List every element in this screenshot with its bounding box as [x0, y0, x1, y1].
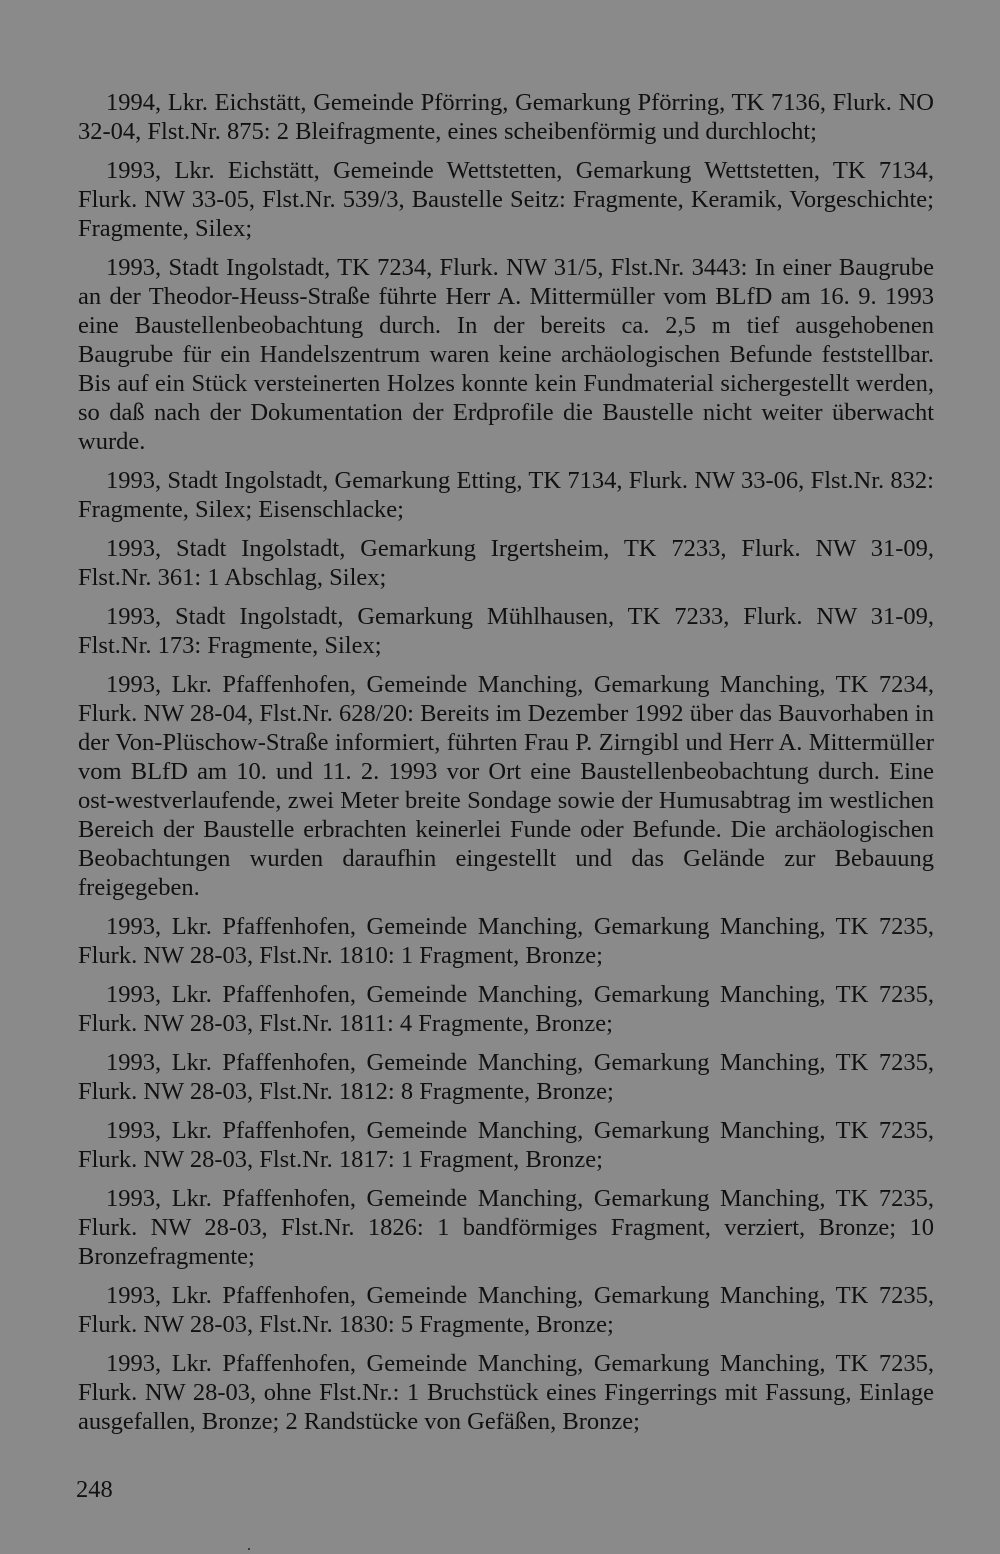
- scan-speck: [248, 1548, 250, 1550]
- find-entry-12: 1993, Lkr. Pfaffenhofen, Gemeinde Manching, Gemarkung Manching, TK 7235, Flurk. NW 28-03, Flst.Nr. 1826: 1 bandförmiges Fragment, verziert, Bronze; 10 Bronzefragmente;: [78, 1185, 934, 1270]
- find-entry-2: 1993, Lkr. Eichstätt, Gemeinde Wettstetten, Gemarkung Wettstetten, TK 7134, Flurk. NW 33-05, Flst.Nr. 539/3, Baustelle Seitz: Fragmente, Keramik, Vorgeschichte; Fragmente, Silex;: [78, 157, 934, 242]
- find-entry-7: 1993, Lkr. Pfaffenhofen, Gemeinde Manching, Gemarkung Manching, TK 7234, Flurk. NW 28-04, Flst.Nr. 628/20: Bereits im Dezember 1992 über das Bauvorhaben in der Von-Plüschow-Straße informiert, führten Frau P. Zirngibl und Herr A. Mittermüller vom BLfD am 10. und 11. 2. 1993 vor Ort eine Baustellenbeobachtung durch. Eine ost-westverlaufende, zwei Meter breite Sondage sowie der Humusabtrag im westlichen Bereich der Baustelle erbrachten keinerlei Funde oder Befunde. Die archäologischen Beobachtungen wurden daraufhin eingestellt und das Gelände zur Bebauung freigegeben.: [78, 671, 934, 901]
- find-entry-4: 1993, Stadt Ingolstadt, Gemarkung Etting, TK 7134, Flurk. NW 33-06, Flst.Nr. 832: Fragmente, Silex; Eisenschlacke;: [78, 467, 934, 523]
- find-entry-11: 1993, Lkr. Pfaffenhofen, Gemeinde Manching, Gemarkung Manching, TK 7235, Flurk. NW 28-03, Flst.Nr. 1817: 1 Fragment, Bronze;: [78, 1117, 934, 1173]
- page-number: 248: [76, 1476, 113, 1503]
- find-entry-13: 1993, Lkr. Pfaffenhofen, Gemeinde Manching, Gemarkung Manching, TK 7235, Flurk. NW 28-03, Flst.Nr. 1830: 5 Fragmente, Bronze;: [78, 1282, 934, 1338]
- find-entry-1: 1994, Lkr. Eichstätt, Gemeinde Pförring, Gemarkung Pförring, TK 7136, Flurk. NO 32-04, Flst.Nr. 875: 2 Bleifragmente, eines scheibenförmig und durchlocht;: [78, 89, 934, 145]
- find-entry-9: 1993, Lkr. Pfaffenhofen, Gemeinde Manching, Gemarkung Manching, TK 7235, Flurk. NW 28-03, Flst.Nr. 1811: 4 Fragmente, Bronze;: [78, 981, 934, 1037]
- find-entry-10: 1993, Lkr. Pfaffenhofen, Gemeinde Manching, Gemarkung Manching, TK 7235, Flurk. NW 28-03, Flst.Nr. 1812: 8 Fragmente, Bronze;: [78, 1049, 934, 1105]
- find-entry-8: 1993, Lkr. Pfaffenhofen, Gemeinde Manching, Gemarkung Manching, TK 7235, Flurk. NW 28-03, Flst.Nr. 1810: 1 Fragment, Bronze;: [78, 913, 934, 969]
- find-entry-6: 1993, Stadt Ingolstadt, Gemarkung Mühlhausen, TK 7233, Flurk. NW 31-09, Flst.Nr. 173: Fragmente, Silex;: [78, 603, 934, 659]
- find-entry-3: 1993, Stadt Ingolstadt, TK 7234, Flurk. NW 31/5, Flst.Nr. 3443: In einer Baugrube an der Theodor-Heuss-Straße führte Herr A. Mittermüller vom BLfD am 16. 9. 1993 eine Baustellenbeobachtung durch. In der bereits ca. 2,5 m tief ausgehobenen Baugrube für ein Handelszentrum waren keine archäologischen Befunde feststellbar. Bis auf ein Stück versteinerten Holzes konnte kein Fundmaterial sichergestellt werden, so daß nach der Dokumentation der Erdprofile die Baustelle nicht weiter überwacht wurde.: [78, 254, 934, 455]
- find-entry-5: 1993, Stadt Ingolstadt, Gemarkung Irgertsheim, TK 7233, Flurk. NW 31-09, Flst.Nr. 361: 1 Abschlag, Silex;: [78, 535, 934, 591]
- document-body: [78, 88, 934, 1446]
- find-entry-14: 1993, Lkr. Pfaffenhofen, Gemeinde Manching, Gemarkung Manching, TK 7235, Flurk. NW 28-03, ohne Flst.Nr.: 1 Bruchstück eines Fingerrings mit Fassung, Einlage ausgefallen, Bronze; 2 Randstücke von Gefäßen, Bronze;: [78, 1350, 934, 1435]
